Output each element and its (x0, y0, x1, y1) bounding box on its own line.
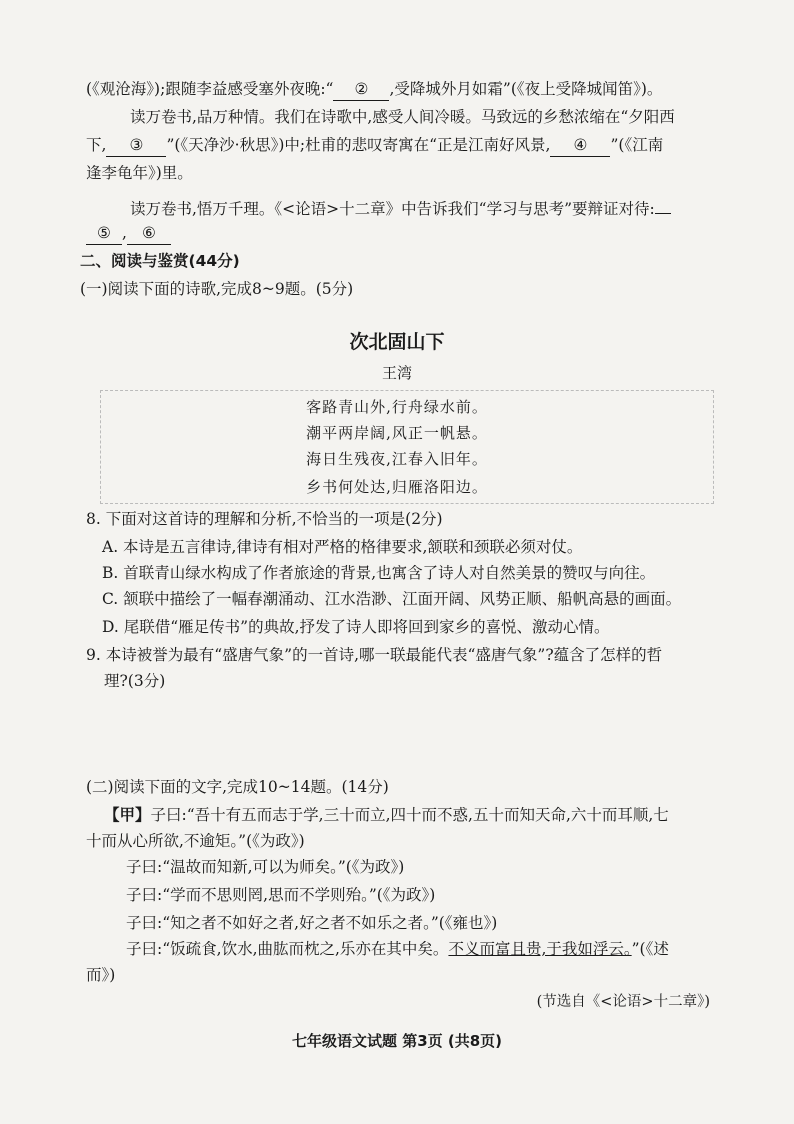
recitation-line-3: 下, ③ ”(《天净沙·秋思》)中;杜甫的悲叹寄寓在“正是江南好风景, ④ ”(《江南 (86, 134, 663, 157)
passage-label: 【甲】 (104, 806, 151, 824)
passage-jia-p2: 子曰:“温故而知新,可以为师矣。”(《为政》) (126, 858, 405, 876)
poem-line: 海日生残夜,江春入旧年。 (306, 450, 488, 468)
poem-line: 乡书何处达,归雁洛阳边。 (306, 478, 488, 496)
poem-line: 客路青山外,行舟绿水前。 (306, 398, 488, 416)
question-9-line-2: 理?(3分) (104, 672, 166, 690)
recitation-line-4: 逢李龟年》)里。 (86, 164, 193, 182)
answer-blank-3[interactable]: ③ (106, 134, 166, 157)
passage-jia-p4: 子曰:“知之者不如好之者,好之者不如乐之者。”(《雍也》) (126, 914, 498, 932)
recitation-line-6: ⑤ , ⑥ (86, 222, 171, 245)
passage-jia-p3: 子曰:“学而不思则罔,思而不学则殆。”(《为政》) (126, 886, 436, 904)
part1-intro: (一)阅读下面的诗歌,完成8~9题。(5分) (80, 280, 354, 298)
passage-jia-p1-cont: 十而从心所欲,不逾矩。”(《为政》) (86, 832, 305, 850)
recitation-line-5: 读万卷书,悟万千理。《<论语>十二章》中告诉我们“学习与思考”要辩证对待: (130, 198, 671, 220)
answer-blank-4[interactable]: ④ (550, 134, 610, 157)
answer-blank-2[interactable]: ② (333, 78, 389, 101)
underlined-sentence: 不义而富且贵,于我如浮云。 (448, 940, 632, 958)
answer-blank-5[interactable]: ⑤ (86, 222, 122, 245)
question-9-line-1: 9. 本诗被誉为最有“盛唐气象”的一首诗,哪一联最能代表“盛唐气象”?蕴含了怎样的哲 (86, 646, 663, 664)
page-footer: 七年级语文试题 第3页 (共8页) (291, 1032, 503, 1050)
question-8-option-d[interactable]: D. 尾联借“雁足传书”的典故,抒发了诗人即将回到家乡的喜悦、激动心情。 (102, 618, 610, 636)
passage-jia-p5-cont: 而》) (86, 966, 116, 984)
passage-source: (节选自《<论语>十二章》) (536, 994, 710, 1010)
poem-title: 次北固山下 (349, 331, 445, 353)
question-8-option-c[interactable]: C. 颔联中描绘了一幅春潮涌动、江水浩渺、江面开阔、风势正顺、船帆高悬的画面。 (102, 590, 682, 608)
part2-intro: (二)阅读下面的文字,完成10~14题。(14分) (86, 778, 389, 796)
answer-blank-6[interactable]: ⑥ (127, 222, 171, 245)
question-8-option-a[interactable]: A. 本诗是五言律诗,律诗有相对严格的格律要求,颔联和颈联必须对仗。 (102, 538, 583, 556)
section-heading: 二、阅读与鉴赏(44分) (80, 252, 240, 270)
recitation-line-2: 读万卷书,品万种情。我们在诗歌中,感受人间冷暖。马致远的乡愁浓缩在“夕阳西 (130, 108, 675, 126)
recitation-line-1: (《观沧海》);跟随李益感受塞外夜晚:“ ② ,受降城外月如霜”(《夜上受降城闻笛》)。 (86, 78, 662, 101)
poem-author: 王湾 (381, 364, 412, 382)
passage-jia-p5: 子曰:“饭疏食,饮水,曲肱而枕之,乐亦在其中矣。不义而富且贵,于我如浮云。”(《述 (126, 940, 669, 958)
poem-line: 潮平两岸阔,风正一帆悬。 (306, 424, 488, 442)
question-8-option-b[interactable]: B. 首联青山绿水构成了作者旅途的背景,也寓含了诗人对自然美景的赞叹与向往。 (102, 564, 656, 582)
question-8-stem: 8. 下面对这首诗的理解和分析,不恰当的一项是(2分) (86, 510, 443, 528)
passage-jia-p1: 【甲】子曰:“吾十有五而志于学,三十而立,四十而不惑,五十而知天命,六十而耳顺,七 (104, 806, 669, 824)
